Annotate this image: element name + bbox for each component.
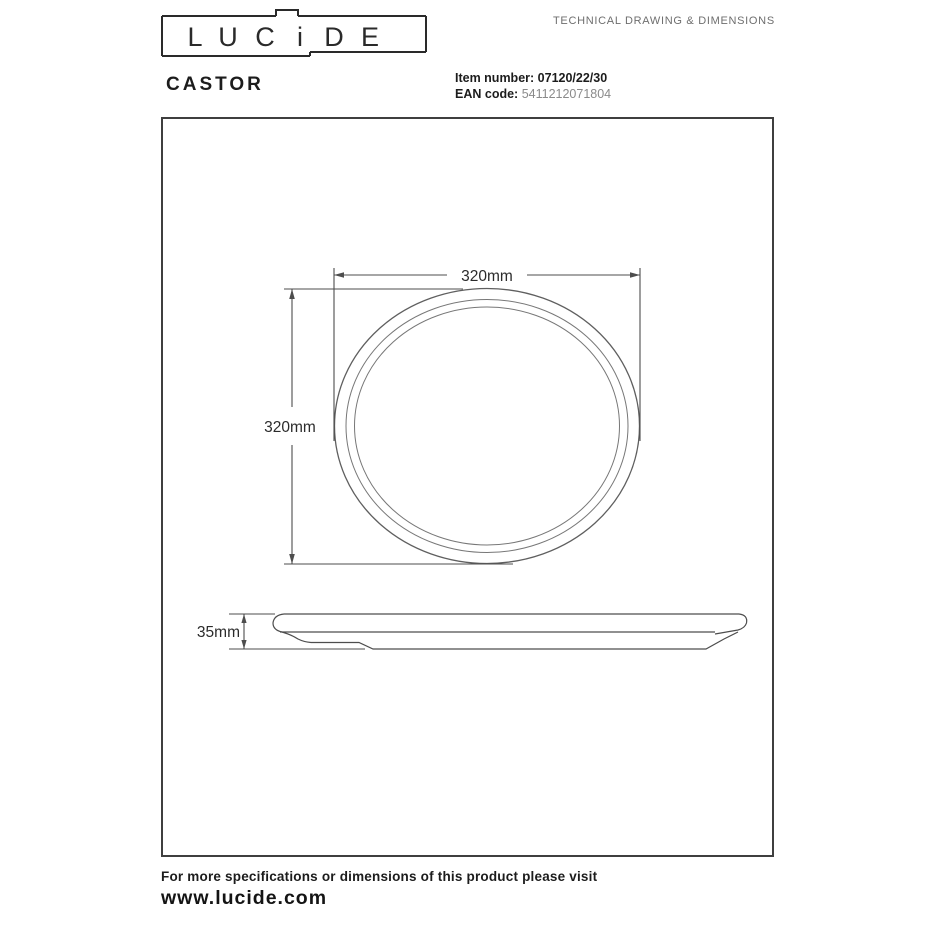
- product-name: CASTOR: [166, 74, 264, 95]
- arrowhead-down-icon: [289, 554, 295, 564]
- drawing-frame: [161, 117, 774, 857]
- front-height-dim-label: 320mm: [264, 419, 316, 436]
- product-meta: [455, 70, 611, 102]
- side-view: [197, 614, 747, 649]
- front-width-dim-label: 320mm: [461, 268, 513, 285]
- item-number-label: Item number:: [455, 71, 535, 85]
- footer-website-url: www.lucide.com: [161, 887, 328, 909]
- ean-row: [455, 86, 611, 102]
- item-number-value: 07120/22/30: [537, 71, 608, 85]
- arrowhead-up-icon: [241, 614, 246, 623]
- height-dimension: [284, 289, 513, 564]
- item-number-row: [455, 70, 611, 86]
- arrowhead-right-icon: [630, 272, 640, 278]
- arrowhead-up-icon: [289, 289, 295, 299]
- front-view: [264, 268, 640, 564]
- arrowhead-down-icon: [241, 640, 246, 649]
- logo-letter-e: E: [360, 22, 380, 52]
- logo-letter-i: i: [297, 22, 303, 52]
- lamp-outer-ring: [335, 289, 640, 564]
- logo-letter-c: C: [255, 22, 275, 52]
- width-dimension: [334, 268, 640, 441]
- logo-letter-l: L: [187, 22, 203, 52]
- logo-letter-d: D: [324, 22, 344, 52]
- lamp-middle-ring: [346, 300, 628, 553]
- logo-letter-u: U: [218, 22, 238, 52]
- side-height-dim-label: 35mm: [196, 624, 240, 641]
- lamp-inner-ring: [355, 307, 620, 545]
- doc-title: TECHNICAL DRAWING & DIMENSIONS: [553, 15, 775, 27]
- arrowhead-left-icon: [334, 272, 344, 278]
- logo-letters: [187, 22, 379, 52]
- ean-label: EAN code:: [455, 87, 519, 101]
- footer-note: For more specifications or dimensions of this product please visit: [161, 869, 598, 884]
- lamp-profile: [273, 614, 747, 649]
- lucide-logo: [158, 8, 430, 62]
- ean-value: 5411212071804: [521, 87, 612, 101]
- technical-drawing: [163, 119, 772, 855]
